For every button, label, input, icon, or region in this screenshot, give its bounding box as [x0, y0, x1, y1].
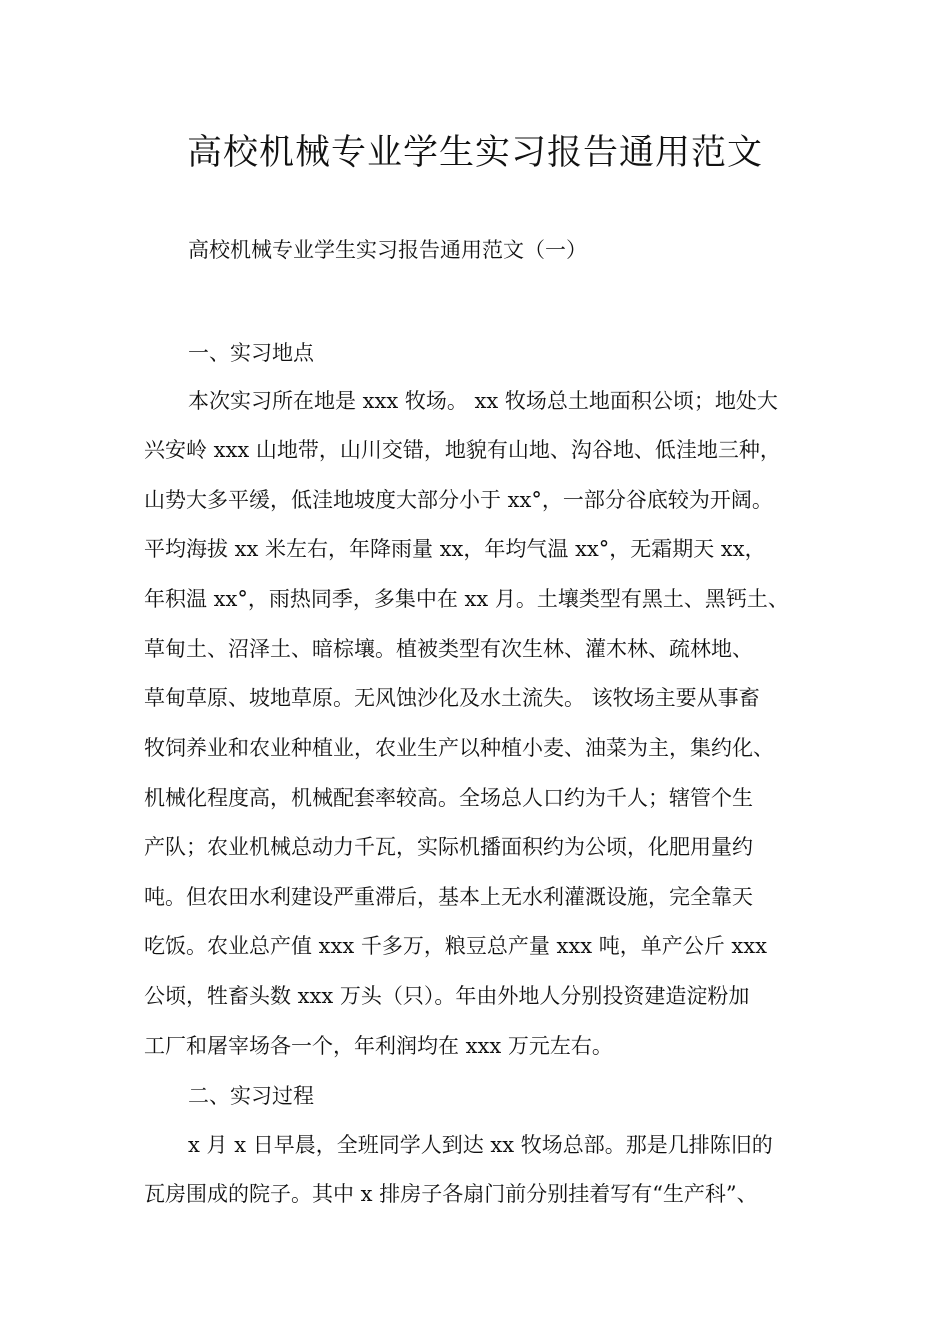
paragraph-line: 公顷，牲畜头数 xxx 万头（只）。年由外地人分别投资建造淀粉加 — [144, 984, 750, 1008]
paragraph-line: 产队；农业机械总动力千瓦，实际机播面积约为公顷，化肥用量约 — [144, 835, 753, 859]
paragraph-line: 山势大多平缓，低洼地坡度大部分小于 xx°，一部分谷底较为开阔。 — [144, 488, 773, 512]
paragraph-line: 吃饭。农业总产值 xxx 千多万，粮豆总产量 xxx 吨，单产公斤 xxx — [144, 934, 767, 958]
section-heading-location: 一、实习地点 — [188, 341, 314, 365]
paragraph-line: 机械化程度高，机械配套率较高。全场总人口约为千人；辖管个生 — [144, 786, 753, 810]
document-subtitle: 高校机械专业学生实习报告通用范文（一） — [188, 238, 587, 262]
document-title: 高校机械专业学生实习报告通用范文 — [186, 133, 763, 173]
paragraph-line: 工厂和屠宰场各一个，年利润均在 xxx 万元左右。 — [144, 1034, 613, 1058]
paragraph-line: 年积温 xx°，雨热同季，多集中在 xx 月。土壤类型有黑土、黑钙土、 — [144, 587, 789, 611]
paragraph-line: x 月 x 日早晨，全班同学人到达 xx 牧场总部。那是几排陈旧的 — [188, 1133, 773, 1157]
paragraph-line: 牧饲养业和农业种植业，农业生产以种植小麦、油菜为主，集约化、 — [144, 736, 774, 760]
paragraph-line: 兴安岭 xxx 山地带，山川交错，地貌有山地、沟谷地、低洼地三种， — [144, 438, 781, 462]
section-heading-process: 二、实习过程 — [188, 1084, 314, 1108]
paragraph-line: 草甸草原、坡地草原。无风蚀沙化及水土流失。 该牧场主要从事畜 — [144, 686, 760, 710]
paragraph-line: 草甸土、沼泽土、暗棕壤。植被类型有次生林、灌木林、疏林地、 — [144, 637, 753, 661]
paragraph-line: 本次实习所在地是 xxx 牧场。 xx 牧场总土地面积公顷；地处大 — [188, 389, 778, 413]
paragraph-line: 吨。但农田水利建设严重滞后，基本上无水利灌溉设施，完全靠天 — [144, 885, 753, 909]
paragraph-line: 平均海拔 xx 米左右，年降雨量 xx，年均气温 xx°，无霜期天 xx， — [144, 537, 766, 561]
paragraph-line: 瓦房围成的院子。其中 x 排房子各扇门前分别挂着写有“生产科”、 — [144, 1182, 758, 1206]
